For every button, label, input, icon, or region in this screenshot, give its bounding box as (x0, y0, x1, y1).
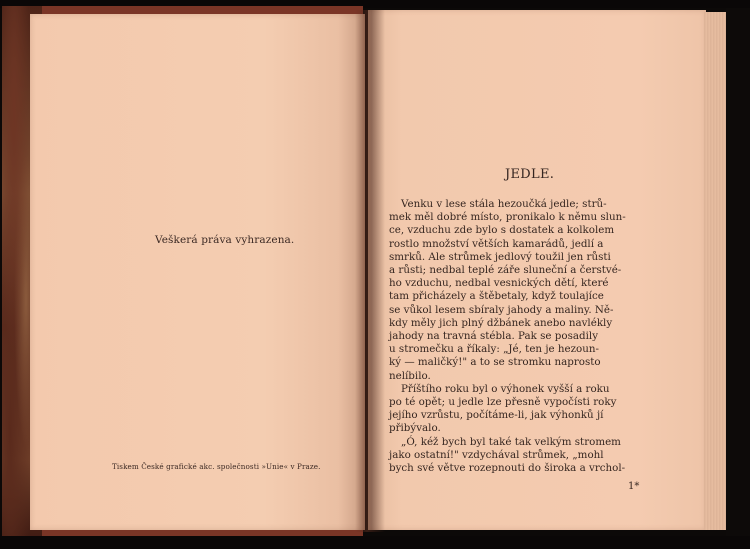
book-shadow (726, 8, 750, 538)
chapter-title: JEDLE. (505, 167, 555, 182)
printer-note: Tiskem České grafické akc. společnosti »Unie« v Praze. (112, 462, 321, 471)
text-line: jejího vzrůstu, počítáme-li, jak výhonků jí (389, 409, 604, 422)
text-line: Příštího roku byl o výhonek vyšší a roku (401, 382, 610, 395)
text-line: ký — maličký!" a to se stromku naprosto (389, 356, 601, 369)
text-line: smrků. Ale strůmek jedlový toužil jen růsti (389, 250, 611, 263)
page-number: 1* (628, 481, 640, 492)
text-line: přibývalo. (389, 422, 441, 435)
text-line: po té opět; u jedle lze přesně vypočísti roky (389, 396, 617, 408)
text-line: Venku v lese stála hezoučká jedle; strů- (401, 198, 607, 210)
text-line: kdy měly jich plný džbánek anebo navlékly (389, 316, 613, 329)
text-line: rostlo množství větších kamarádů, jedlí a (389, 237, 604, 250)
text-line: nelíbilo. (389, 369, 431, 382)
left-page (30, 14, 365, 530)
text-line: mek měl dobré místo, pronikalo k němu slun- (389, 211, 626, 224)
rights-notice: Veškerá práva vyhrazena. (155, 234, 295, 246)
text-line: jako ostatní!" vzdychával strůmek, „mohl (389, 448, 604, 461)
text-line: a růsti; nedbal teplé záře sluneční a čerstvé- (389, 264, 622, 276)
photo-border-bottom (0, 536, 750, 549)
text-line: „Ó, kéž bych byl také tak velkým stromem (401, 435, 621, 448)
text-line: ce, vzduchu zde bylo s dostatek a kolkolem (389, 224, 615, 237)
text-line: tam přicházely a štěbetaly, když toulajíce (389, 290, 604, 303)
text-line: bych své větve rozepnouti do široka a vrchol- (389, 462, 626, 474)
text-line: ho vzduchu, nedbal vesnických dětí, které (389, 277, 609, 290)
text-line: u stromečku a říkaly: „Jé, ten je hezoun- (389, 343, 599, 356)
gutter-shadow (355, 10, 385, 532)
text-line: se vůkol lesem sbíraly jahody a maliny. Ně- (389, 303, 614, 316)
text-line: jahody na travná stébla. Pak se posadily (389, 330, 599, 342)
